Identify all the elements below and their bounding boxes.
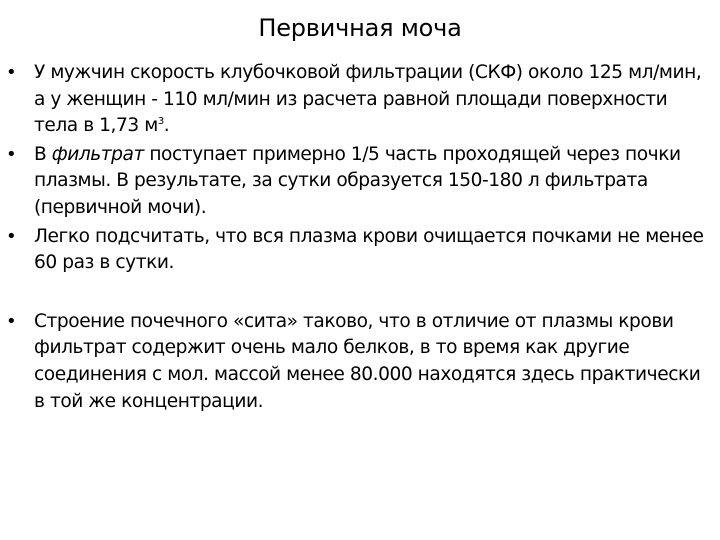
bullet-icon: • — [6, 143, 17, 165]
bullet-text: Легко подсчитать, что вся плазма крови очищается почками не менее 60 раз в сутки. — [34, 225, 704, 274]
bullet-text: поступает примерно 1/5 часть проходящей через почки плазмы. В результате, за сутки образуется 150-180 л фильтрата (первичной мочи). — [34, 143, 681, 218]
bullet-list — [6, 60, 712, 417]
bullet-text: У мужчин скорость клубочковой фильтрации (СКФ) около 125 мл/мин, а у женщин - 110 мл/мин из расчета равной площади поверхности тела в 1,73 м — [34, 62, 702, 137]
bullet-icon: • — [6, 225, 17, 247]
bullet-item-gfr — [6, 60, 712, 140]
bullet-prefix: В — [34, 143, 52, 165]
bullet-item-plasma — [6, 224, 712, 277]
bullet-item-sieve — [6, 309, 712, 415]
bullet-text-end: . — [163, 115, 170, 137]
bullet-item-filtrate — [6, 142, 712, 222]
bullet-text: Строение почечного «сита» таково, что в отличие от плазмы крови фильтрат содержит очень мало белков, в то время как другие соединения с мол. массой менее 80.000 находятся здесь практически в той же концентрации. — [34, 310, 701, 412]
bullet-italic-term: фильтрат — [51, 143, 144, 165]
superscript: 3 — [157, 116, 164, 128]
bullet-icon: • — [6, 62, 17, 83]
slide-title: Первичная моча — [258, 14, 462, 42]
bullet-icon: • — [6, 310, 17, 332]
